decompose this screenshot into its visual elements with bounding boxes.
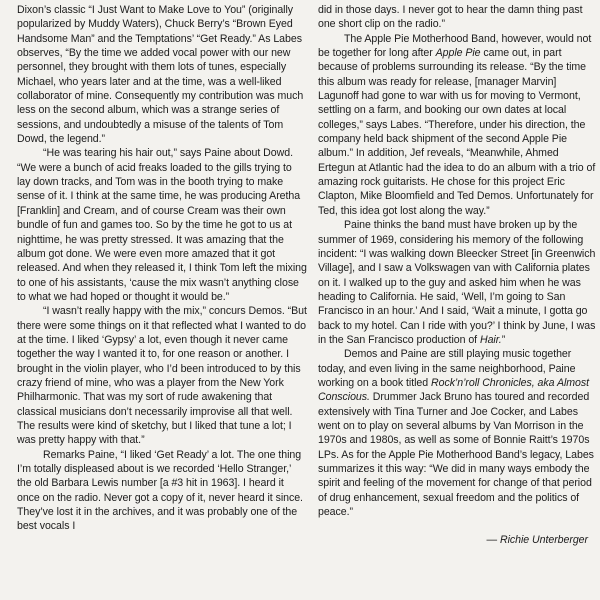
text-run: Paine thinks the band must have broken up by the summer of 1969, considering his memory of the following incident: “I was walking down Bleecker Street [in Greenwich Village], and I saw a Volkswagen van with California plates on it. I walked up to the guy and asked him when he was heading to California. He said, ‘Well, I’m going to San Francisco in an hour.’ And I said, ‘Wait a minute, I gotta go back to my hotel. Can I ride with you?’ I think by June, I was in the San Francisco production of — [318, 219, 596, 346]
right-column — [318, 3, 598, 548]
text-run: Drummer Jack Bruno has toured and recorded extensively with Tina Turner and Joe Cocker, and Labes went on to play on several albums by Van Morrison in the 1970s and 1980s, as well as some of Bonnie Raitt’s 1970s LPs. As for the Apple Pie Motherhood Band’s legacy, Labes summarizes it this way: “We did in many ways embody the spirit and feeling of the movement for change of that period of drug enhancement, sexual freedom and the politics of peace.” — [318, 391, 594, 519]
author-signature — [318, 533, 598, 547]
paragraph-still-playing — [318, 347, 598, 519]
paragraph-demos-mix: “I wasn’t really happy with the mix,” concurs Demos. “But there were some things on it that reflected what I wanted to do at the time. I liked ‘Gypsy’ a lot, even though it never came together the way I wanted it to, for one reason or another. I brought in the violin player, who I’d been introduced to by this crazy friend of mine, who was a player from the New York Philharmonic. That was my sort of rude awakening that classical musicians don’t necessarily improvise all that well. The results were kind of sketchy, but I liked that tune a lot; I was pretty happy with that.” — [17, 305, 307, 447]
signature-dash: — — [486, 534, 500, 547]
text-run: Demos and Paine are still playing music together today, and even living in the same neighborhood, Paine working on a book titled — [318, 348, 576, 389]
paragraph-dixon-classic: Dixon’s classic “I Just Want to Make Love to You” (originally popularized by Muddy Waters), Chuck Berry’s “Brown Eyed Handsome Man” and the Temptations’ “Get Ready.” As Labes observes, “By the time we added vocal power with our new personnel, they brought with them lots of tunes, especially Michael, who years later and at the time, was a well-liked collaborator of mine. Consequently my contribution was much less on the second album, which was a strange series of sessions, and undoubtedly a misuse of the talents of Tom Dowd, the legend.” — [17, 4, 304, 146]
paragraph-band-breakup — [318, 32, 598, 218]
book-title-italic: Rock’n’roll Chronicles, aka Almost Conscious. — [318, 376, 590, 404]
text-run: came out, in part because of problems surrounding its release. “By the time this album was ready for release, [manager Marvin] Lagunoff had gone to war with us for moving to Vermont, settling on a farm, and booking our own dates at local colleges,” says Labes. “Therefore, under his direction, the company held back shipment of the second Apple Pie album.” In addition, Jef reveals, “Meanwhile, Ahmed Ertegun at Atlantic had the idea to do an album with a trio of amazing rock guitarists. He chose for this project Eric Clapton, Mike Bloomfield and Ted Demos. Unfortunately for Ted, this idea got lost along the way.” — [318, 47, 596, 217]
paragraph-tearing-hair: “He was tearing his hair out,” says Paine about Dowd. “We were a bunch of acid freaks loaded to the gills trying to lay down tracks, and Tom was in the booth trying to make sense of it. I think at the same time, he was producing Aretha [Franklin] and Cream, and of course Cream was their own bundle of fun and games too. So by the time he got to us at nighttime, he was pretty stressed. It was amazing that the album got done. We were even more amazed that it got released. And when they released it, I think Tom left the mixing to one of his assistants, ‘cause the mix wasn’t anything close to what we had hoped or thought it would be.” — [17, 147, 307, 303]
text-run: The Apple Pie Motherhood Band, however, would not be together for long after — [318, 32, 592, 60]
signature-name: Richie Unterberger — [499, 534, 588, 547]
show-title-italic: Hair. — [479, 333, 502, 346]
paragraph-remarks-paine: Remarks Paine, “I liked ‘Get Ready’ a lot. The one thing I’m totally displeased about is we recorded ‘Hello Stranger,’ the old Barbara Lewis number [a #3 hit in 1963]. I heard it once on the radio. Never got a copy of it, never heard it since. They’ve lost it in the archives, and it was probably one of the best vocals I — [17, 448, 303, 533]
text-run: ” — [501, 333, 506, 346]
album-title-italic: Apple Pie — [435, 47, 481, 60]
left-column — [17, 3, 307, 534]
paragraph-continuation: did in those days. I never got to hear the damn thing past one short clip on the radio.” — [318, 4, 583, 31]
paragraph-bleecker-street — [318, 218, 598, 347]
